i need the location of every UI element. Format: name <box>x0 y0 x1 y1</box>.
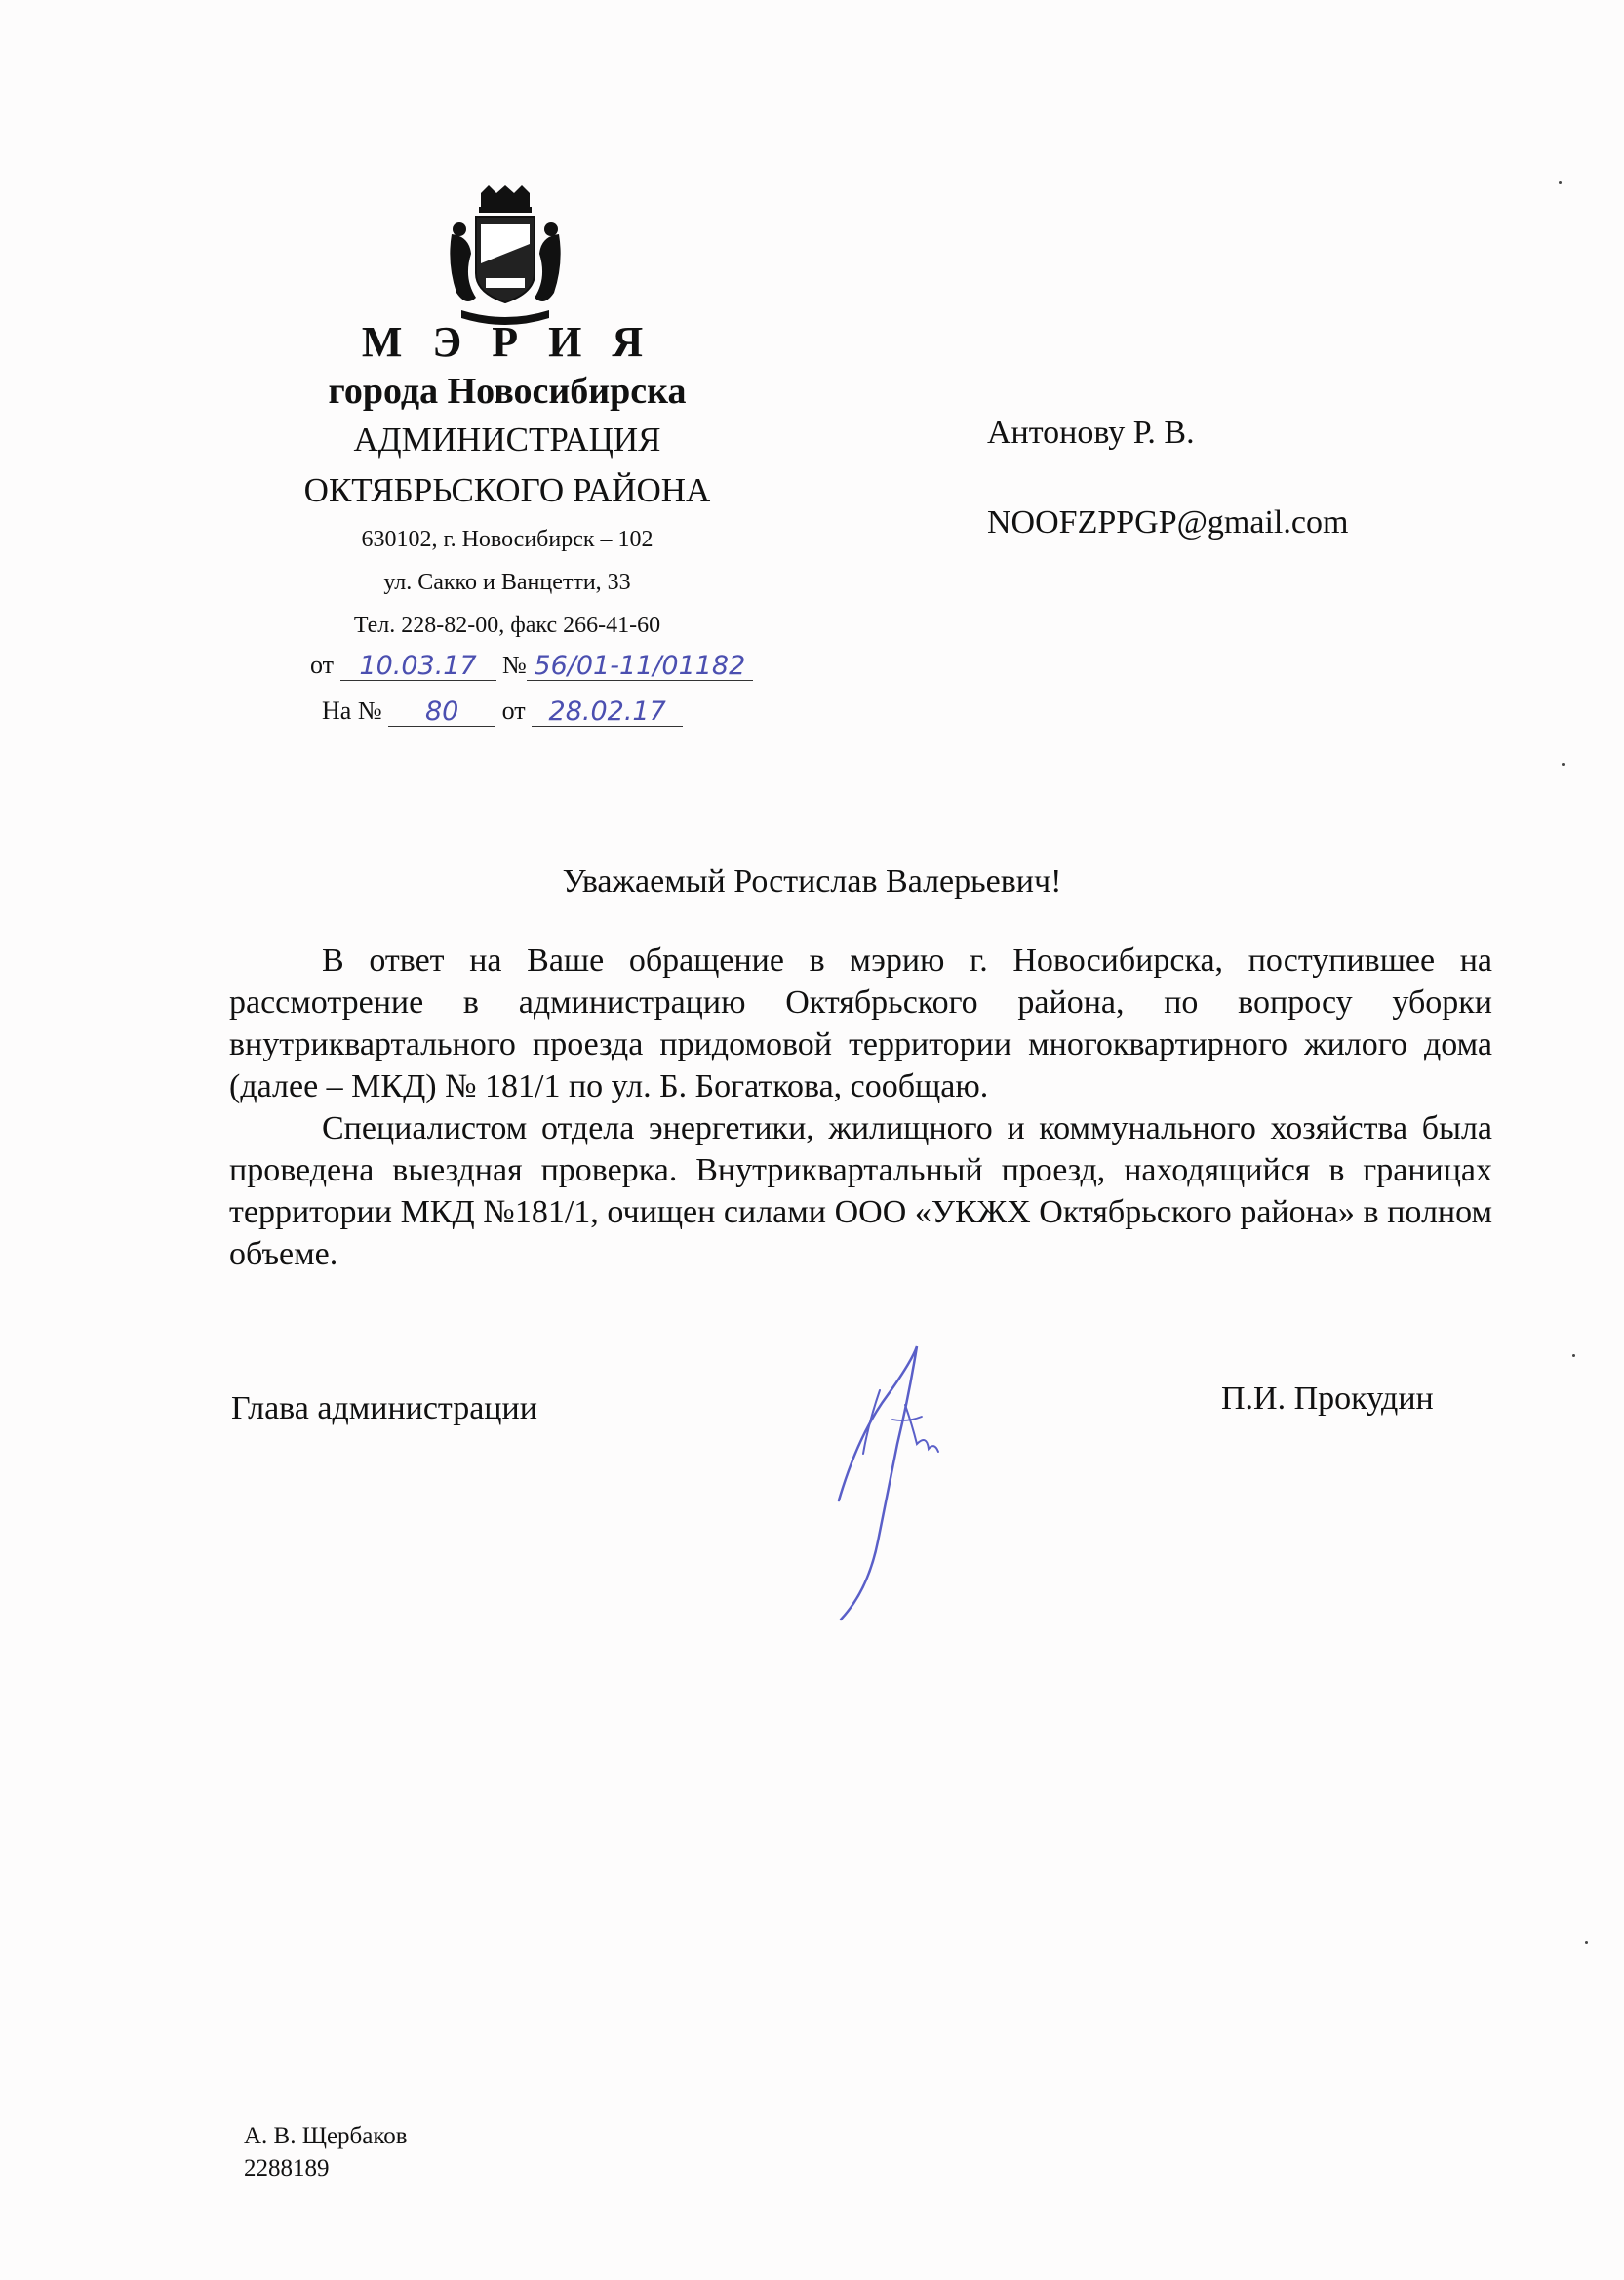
number-label: № <box>502 651 527 679</box>
letterhead-address-line1: 630102, г. Новосибирск – 102 <box>361 527 654 552</box>
letterhead-phone: Тел. 228-82-00, факс 266-41-60 <box>353 613 661 638</box>
handwritten-signature-icon <box>819 1337 995 1629</box>
scan-speck <box>1585 1941 1588 1944</box>
scan-speck <box>1572 1354 1575 1357</box>
signatory-name: П.И. Прокудин <box>1221 1380 1434 1417</box>
letterhead-address-line2: ул. Сакко и Ванцетти, 33 <box>383 570 631 595</box>
executor-block <box>244 2120 408 2184</box>
addressee-name: Антонову Р. В. <box>987 415 1195 451</box>
outgoing-number: 56/01-11/01182 <box>527 653 753 681</box>
scan-speck <box>1559 181 1562 184</box>
salutation: Уважаемый Ростислав Валерьевич! <box>562 863 1062 900</box>
coat-of-arms-icon <box>442 185 569 332</box>
reply-label: На № <box>322 697 382 725</box>
letter-body <box>229 940 1492 1275</box>
signatory-title: Глава администрации <box>231 1390 537 1426</box>
paragraph: В ответ на Ваше обращение в мэрию г. Новосибирска, поступившее на рассмотрение в администрацию Октябрьского района, по вопросу уборки внутриквартального проезда придомовой территории многоквартирного жилого дома (далее – МКД) № 181/1 по ул. Б. Богаткова, сообщаю. <box>229 942 1492 1104</box>
letterhead-admin-line2: ОКТЯБРЬСКОГО РАЙОНА <box>303 471 711 509</box>
scan-speck <box>1562 763 1565 766</box>
letterhead <box>263 317 751 645</box>
addressee-email: NOOFZPPGP@gmail.com <box>987 504 1349 540</box>
registration-line <box>310 650 753 681</box>
from-date: 10.03.17 <box>340 653 496 681</box>
reply-from-label: от <box>501 697 526 725</box>
letterhead-admin-line1: АДМИНИСТРАЦИЯ <box>353 420 661 459</box>
letterhead-city: города Новосибирска <box>328 371 687 412</box>
from-label: от <box>310 651 335 679</box>
reply-line <box>322 696 683 727</box>
paragraph: Специалистом отдела энергетики, жилищного и коммунального хозяйства была проведена выездная проверка. Внутриквартальный проезд, находящийся в границах территории МКД №181/1, очищен силами ООО «УКЖХ Октябрьского района» в полном объеме. <box>229 1110 1492 1272</box>
reply-date: 28.02.17 <box>532 699 683 727</box>
letterhead-title: М Э Р И Я <box>361 318 654 366</box>
executor-phone: 2288189 <box>244 2155 330 2181</box>
reply-number: 80 <box>388 699 495 727</box>
executor-name: А. В. Щербаков <box>244 2123 408 2149</box>
addressee <box>987 410 1348 546</box>
